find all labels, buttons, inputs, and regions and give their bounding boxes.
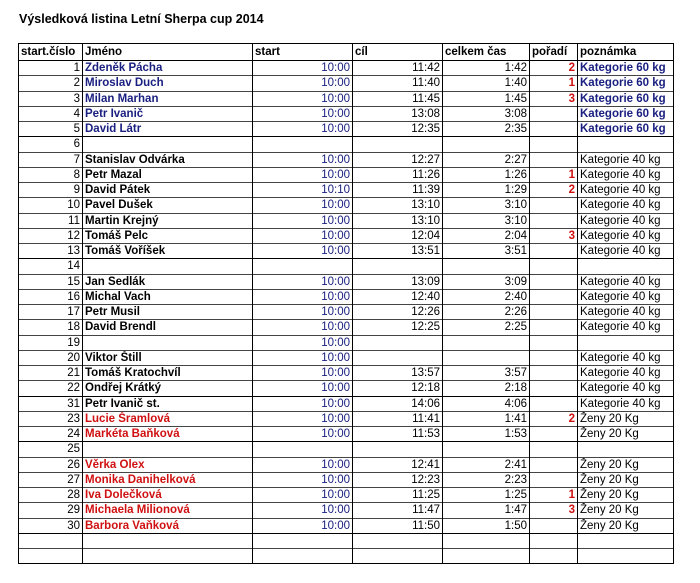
start-time-cell xyxy=(253,137,353,152)
table-row xyxy=(19,381,674,396)
table-row xyxy=(19,76,674,91)
finish-time-cell xyxy=(353,549,443,564)
rank-cell: 1 xyxy=(530,76,578,91)
start-number-cell: 11 xyxy=(19,213,83,228)
rank-cell xyxy=(530,396,578,411)
start-number-cell: 19 xyxy=(19,335,83,350)
start-number-cell: 22 xyxy=(19,381,83,396)
start-number-cell: 21 xyxy=(19,366,83,381)
header-total-time: celkem čas xyxy=(443,44,530,61)
name-cell xyxy=(83,137,253,152)
finish-time-cell: 12:18 xyxy=(353,381,443,396)
table-row xyxy=(19,228,674,243)
table-row xyxy=(19,472,674,487)
table-row xyxy=(19,61,674,76)
total-time-cell: 1:26 xyxy=(443,167,530,182)
table-row xyxy=(19,152,674,167)
finish-time-cell: 11:50 xyxy=(353,518,443,533)
note-cell: Kategorie 40 kg xyxy=(578,320,674,335)
start-number-cell: 7 xyxy=(19,152,83,167)
total-time-cell xyxy=(443,137,530,152)
start-number-cell: 14 xyxy=(19,259,83,274)
finish-time-cell: 13:10 xyxy=(353,213,443,228)
header-rank: pořadí xyxy=(530,44,578,61)
name-cell: Milan Marhan xyxy=(83,91,253,106)
finish-time-cell xyxy=(353,533,443,548)
note-cell: Kategorie 40 kg xyxy=(578,381,674,396)
name-cell: Lucie Šramlová xyxy=(83,411,253,426)
start-number-cell: 18 xyxy=(19,320,83,335)
start-number-cell: 10 xyxy=(19,198,83,213)
note-cell: Ženy 20 Kg xyxy=(578,472,674,487)
note-cell: Kategorie 40 kg xyxy=(578,152,674,167)
name-cell: David Pátek xyxy=(83,183,253,198)
name-cell: Monika Danihelková xyxy=(83,472,253,487)
start-number-cell: 23 xyxy=(19,411,83,426)
note-cell: Ženy 20 Kg xyxy=(578,503,674,518)
rank-cell xyxy=(530,122,578,137)
total-time-cell: 3:09 xyxy=(443,274,530,289)
note-cell: Ženy 20 Kg xyxy=(578,457,674,472)
start-time-cell: 10:00 xyxy=(253,274,353,289)
table-row xyxy=(19,213,674,228)
start-time-cell: 10:00 xyxy=(253,198,353,213)
start-time-cell: 10:00 xyxy=(253,305,353,320)
start-time-cell: 10:00 xyxy=(253,503,353,518)
start-time-cell: 10:00 xyxy=(253,228,353,243)
rank-cell: 3 xyxy=(530,91,578,106)
start-time-cell xyxy=(253,533,353,548)
total-time-cell xyxy=(443,442,530,457)
table-row xyxy=(19,366,674,381)
rank-cell xyxy=(530,442,578,457)
start-number-cell: 29 xyxy=(19,503,83,518)
start-time-cell: 10:00 xyxy=(253,411,353,426)
total-time-cell: 2:18 xyxy=(443,381,530,396)
finish-time-cell: 13:10 xyxy=(353,198,443,213)
start-time-cell xyxy=(253,549,353,564)
finish-time-cell: 12:35 xyxy=(353,122,443,137)
name-cell: Tomáš Kratochvíl xyxy=(83,366,253,381)
rank-cell xyxy=(530,274,578,289)
table-row xyxy=(19,198,674,213)
name-cell: Jan Sedlák xyxy=(83,274,253,289)
table-row xyxy=(19,518,674,533)
rank-cell xyxy=(530,213,578,228)
start-time-cell: 10:00 xyxy=(253,457,353,472)
total-time-cell: 1:45 xyxy=(443,91,530,106)
total-time-cell: 3:10 xyxy=(443,213,530,228)
rank-cell: 3 xyxy=(530,503,578,518)
rank-cell xyxy=(530,335,578,350)
total-time-cell: 2:04 xyxy=(443,228,530,243)
finish-time-cell: 12:41 xyxy=(353,457,443,472)
start-time-cell: 10:00 xyxy=(253,61,353,76)
rank-cell xyxy=(530,152,578,167)
total-time-cell xyxy=(443,259,530,274)
note-cell: Kategorie 60 kg xyxy=(578,76,674,91)
finish-time-cell: 12:26 xyxy=(353,305,443,320)
finish-time-cell xyxy=(353,259,443,274)
note-cell: Kategorie 40 kg xyxy=(578,366,674,381)
finish-time-cell: 11:26 xyxy=(353,167,443,182)
rank-cell xyxy=(530,549,578,564)
start-time-cell: 10:00 xyxy=(253,244,353,259)
start-time-cell: 10:00 xyxy=(253,488,353,503)
total-time-cell: 2:26 xyxy=(443,305,530,320)
finish-time-cell: 11:47 xyxy=(353,503,443,518)
table-row xyxy=(19,289,674,304)
table-row xyxy=(19,259,674,274)
header-note: poznámka xyxy=(578,44,674,61)
start-time-cell: 10:00 xyxy=(253,396,353,411)
start-number-cell: 3 xyxy=(19,91,83,106)
total-time-cell: 1:42 xyxy=(443,61,530,76)
note-cell: Kategorie 40 kg xyxy=(578,228,674,243)
total-time-cell: 1:47 xyxy=(443,503,530,518)
name-cell xyxy=(83,442,253,457)
note-cell: Kategorie 40 kg xyxy=(578,396,674,411)
table-row xyxy=(19,183,674,198)
name-cell: Martin Krejný xyxy=(83,213,253,228)
total-time-cell: 2:25 xyxy=(443,320,530,335)
name-cell: David Látr xyxy=(83,122,253,137)
finish-time-cell: 11:53 xyxy=(353,427,443,442)
header-name: Jméno xyxy=(83,44,253,61)
start-number-cell: 26 xyxy=(19,457,83,472)
note-cell: Kategorie 40 kg xyxy=(578,167,674,182)
rank-cell: 1 xyxy=(530,488,578,503)
note-cell: Ženy 20 Kg xyxy=(578,518,674,533)
start-number-cell: 31 xyxy=(19,396,83,411)
rank-cell xyxy=(530,472,578,487)
start-number-cell: 28 xyxy=(19,488,83,503)
start-number-cell: 8 xyxy=(19,167,83,182)
finish-time-cell: 11:41 xyxy=(353,411,443,426)
name-cell: Tomáš Pelc xyxy=(83,228,253,243)
name-cell xyxy=(83,533,253,548)
start-number-cell: 17 xyxy=(19,305,83,320)
finish-time-cell: 12:04 xyxy=(353,228,443,243)
note-cell xyxy=(578,137,674,152)
note-cell: Kategorie 40 kg xyxy=(578,183,674,198)
table-header-row xyxy=(19,44,674,61)
finish-time-cell: 11:42 xyxy=(353,61,443,76)
start-number-cell: 12 xyxy=(19,228,83,243)
rank-cell xyxy=(530,457,578,472)
name-cell xyxy=(83,259,253,274)
finish-time-cell: 11:39 xyxy=(353,183,443,198)
finish-time-cell: 13:57 xyxy=(353,366,443,381)
start-time-cell: 10:00 xyxy=(253,289,353,304)
start-time-cell: 10:00 xyxy=(253,350,353,365)
start-time-cell: 10:00 xyxy=(253,106,353,121)
finish-time-cell: 13:51 xyxy=(353,244,443,259)
rank-cell xyxy=(530,106,578,121)
rank-cell: 1 xyxy=(530,167,578,182)
table-row xyxy=(19,244,674,259)
start-time-cell: 10:00 xyxy=(253,91,353,106)
name-cell: Miroslav Duch xyxy=(83,76,253,91)
finish-time-cell: 12:40 xyxy=(353,289,443,304)
name-cell: Věrka Olex xyxy=(83,457,253,472)
start-number-cell: 6 xyxy=(19,137,83,152)
total-time-cell: 3:08 xyxy=(443,106,530,121)
start-time-cell: 10:00 xyxy=(253,167,353,182)
note-cell xyxy=(578,442,674,457)
start-time-cell xyxy=(253,259,353,274)
name-cell: Petr Ivanič st. xyxy=(83,396,253,411)
table-row xyxy=(19,503,674,518)
note-cell: Kategorie 40 kg xyxy=(578,289,674,304)
note-cell: Kategorie 60 kg xyxy=(578,122,674,137)
finish-time-cell: 14:06 xyxy=(353,396,443,411)
table-row xyxy=(19,442,674,457)
finish-time-cell: 12:25 xyxy=(353,320,443,335)
finish-time-cell: 11:40 xyxy=(353,76,443,91)
start-number-cell: 5 xyxy=(19,122,83,137)
name-cell: Petr Musil xyxy=(83,305,253,320)
table-row xyxy=(19,533,674,548)
start-time-cell: 10:00 xyxy=(253,472,353,487)
note-cell: Kategorie 60 kg xyxy=(578,91,674,106)
note-cell: Ženy 20 Kg xyxy=(578,411,674,426)
total-time-cell: 3:51 xyxy=(443,244,530,259)
rank-cell xyxy=(530,305,578,320)
start-number-cell: 27 xyxy=(19,472,83,487)
total-time-cell xyxy=(443,335,530,350)
rank-cell xyxy=(530,427,578,442)
table-row xyxy=(19,488,674,503)
note-cell: Kategorie 40 kg xyxy=(578,198,674,213)
total-time-cell: 4:06 xyxy=(443,396,530,411)
total-time-cell xyxy=(443,549,530,564)
table-row xyxy=(19,305,674,320)
table-row xyxy=(19,320,674,335)
note-cell: Kategorie 40 kg xyxy=(578,305,674,320)
rank-cell: 2 xyxy=(530,183,578,198)
note-cell: Kategorie 40 kg xyxy=(578,244,674,259)
start-number-cell xyxy=(19,533,83,548)
header-start: start xyxy=(253,44,353,61)
finish-time-cell xyxy=(353,335,443,350)
table-row xyxy=(19,274,674,289)
table-row xyxy=(19,91,674,106)
start-time-cell: 10:00 xyxy=(253,518,353,533)
note-cell xyxy=(578,533,674,548)
finish-time-cell: 11:25 xyxy=(353,488,443,503)
results-table xyxy=(18,43,674,564)
rank-cell xyxy=(530,244,578,259)
header-finish: cíl xyxy=(353,44,443,61)
finish-time-cell: 12:23 xyxy=(353,472,443,487)
total-time-cell: 2:40 xyxy=(443,289,530,304)
start-time-cell: 10:00 xyxy=(253,427,353,442)
table-row xyxy=(19,457,674,472)
note-cell: Kategorie 40 kg xyxy=(578,350,674,365)
total-time-cell: 2:41 xyxy=(443,457,530,472)
rank-cell: 2 xyxy=(530,411,578,426)
rank-cell: 3 xyxy=(530,228,578,243)
table-row xyxy=(19,411,674,426)
rank-cell xyxy=(530,320,578,335)
total-time-cell: 1:41 xyxy=(443,411,530,426)
start-time-cell: 10:00 xyxy=(253,381,353,396)
name-cell: Pavel Dušek xyxy=(83,198,253,213)
note-cell: Ženy 20 Kg xyxy=(578,427,674,442)
name-cell: Markéta Baňková xyxy=(83,427,253,442)
name-cell: Michal Vach xyxy=(83,289,253,304)
total-time-cell xyxy=(443,350,530,365)
total-time-cell: 2:23 xyxy=(443,472,530,487)
finish-time-cell: 13:09 xyxy=(353,274,443,289)
finish-time-cell xyxy=(353,442,443,457)
table-row xyxy=(19,350,674,365)
start-time-cell: 10:00 xyxy=(253,122,353,137)
total-time-cell: 2:27 xyxy=(443,152,530,167)
name-cell: Michaela Milionová xyxy=(83,503,253,518)
rank-cell xyxy=(530,198,578,213)
name-cell: Stanislav Odvárka xyxy=(83,152,253,167)
note-cell: Kategorie 60 kg xyxy=(578,61,674,76)
total-time-cell: 1:25 xyxy=(443,488,530,503)
start-number-cell: 15 xyxy=(19,274,83,289)
note-cell xyxy=(578,259,674,274)
table-row xyxy=(19,335,674,350)
rank-cell xyxy=(530,289,578,304)
name-cell: Iva Dolečková xyxy=(83,488,253,503)
name-cell: Viktor Štill xyxy=(83,350,253,365)
start-time-cell: 10:00 xyxy=(253,335,353,350)
note-cell xyxy=(578,335,674,350)
name-cell xyxy=(83,335,253,350)
note-cell: Kategorie 40 kg xyxy=(578,213,674,228)
rank-cell xyxy=(530,350,578,365)
start-number-cell: 24 xyxy=(19,427,83,442)
name-cell: David Brendl xyxy=(83,320,253,335)
table-row xyxy=(19,137,674,152)
table-row xyxy=(19,549,674,564)
rank-cell xyxy=(530,381,578,396)
start-number-cell xyxy=(19,549,83,564)
start-time-cell: 10:00 xyxy=(253,320,353,335)
note-cell: Kategorie 40 kg xyxy=(578,274,674,289)
total-time-cell: 2:35 xyxy=(443,122,530,137)
total-time-cell: 3:10 xyxy=(443,198,530,213)
total-time-cell xyxy=(443,533,530,548)
note-cell xyxy=(578,549,674,564)
name-cell: Petr Mazal xyxy=(83,167,253,182)
name-cell: Petr Ivanič xyxy=(83,106,253,121)
start-number-cell: 13 xyxy=(19,244,83,259)
page-title: Výsledková listina Letní Sherpa cup 2014 xyxy=(19,12,264,26)
table-row xyxy=(19,122,674,137)
total-time-cell: 1:50 xyxy=(443,518,530,533)
start-number-cell: 4 xyxy=(19,106,83,121)
start-time-cell: 10:10 xyxy=(253,183,353,198)
start-number-cell: 30 xyxy=(19,518,83,533)
name-cell: Zdeněk Pácha xyxy=(83,61,253,76)
start-time-cell: 10:00 xyxy=(253,152,353,167)
start-number-cell: 25 xyxy=(19,442,83,457)
total-time-cell: 1:29 xyxy=(443,183,530,198)
finish-time-cell xyxy=(353,137,443,152)
finish-time-cell: 11:45 xyxy=(353,91,443,106)
name-cell: Ondřej Krátký xyxy=(83,381,253,396)
total-time-cell: 1:53 xyxy=(443,427,530,442)
rank-cell: 2 xyxy=(530,61,578,76)
finish-time-cell: 12:27 xyxy=(353,152,443,167)
start-number-cell: 20 xyxy=(19,350,83,365)
rank-cell xyxy=(530,259,578,274)
rank-cell xyxy=(530,366,578,381)
start-time-cell: 10:00 xyxy=(253,366,353,381)
table-row xyxy=(19,427,674,442)
note-cell: Kategorie 60 kg xyxy=(578,106,674,121)
rank-cell xyxy=(530,518,578,533)
start-time-cell: 10:00 xyxy=(253,213,353,228)
total-time-cell: 3:57 xyxy=(443,366,530,381)
rank-cell xyxy=(530,533,578,548)
header-start-number: start.číslo xyxy=(19,44,83,61)
table-row xyxy=(19,396,674,411)
table-row xyxy=(19,106,674,121)
start-number-cell: 1 xyxy=(19,61,83,76)
start-number-cell: 9 xyxy=(19,183,83,198)
finish-time-cell: 13:08 xyxy=(353,106,443,121)
start-number-cell: 16 xyxy=(19,289,83,304)
name-cell xyxy=(83,549,253,564)
name-cell: Barbora Vaňková xyxy=(83,518,253,533)
rank-cell xyxy=(530,137,578,152)
start-number-cell: 2 xyxy=(19,76,83,91)
finish-time-cell xyxy=(353,350,443,365)
start-time-cell xyxy=(253,442,353,457)
total-time-cell: 1:40 xyxy=(443,76,530,91)
name-cell: Tomáš Voříšek xyxy=(83,244,253,259)
table-row xyxy=(19,167,674,182)
note-cell: Ženy 20 Kg xyxy=(578,488,674,503)
start-time-cell: 10:00 xyxy=(253,76,353,91)
